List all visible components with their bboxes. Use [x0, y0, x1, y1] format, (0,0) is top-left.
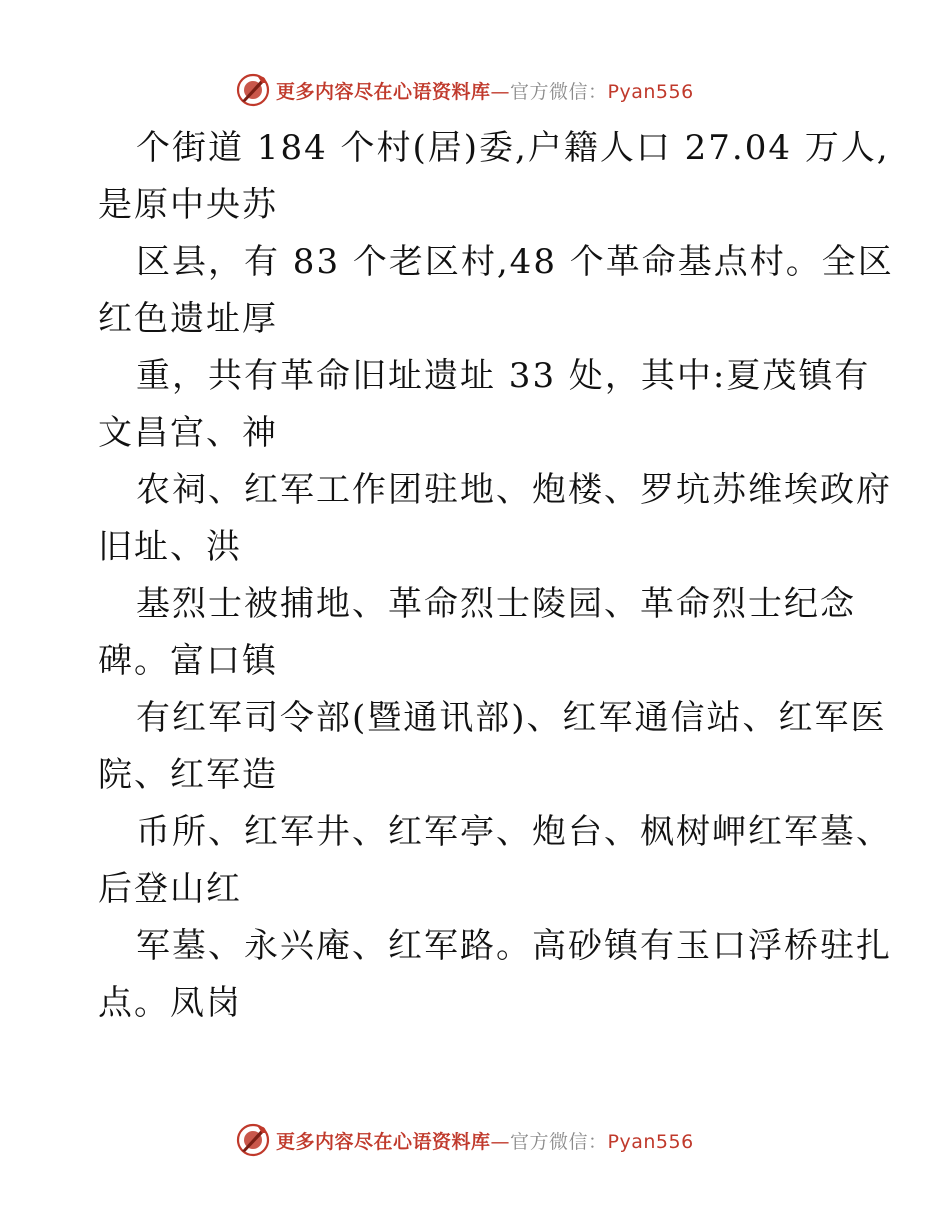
paragraph-line: 点。凤岗 [98, 983, 242, 1023]
paragraph [98, 918, 892, 1032]
watermark-id: Pyan556 [607, 80, 694, 103]
paragraph-line: 后登山红 [98, 869, 242, 909]
document-body [98, 120, 894, 1032]
paragraph-line: 区县，有 83 个老区村,48 个革命基点村。全区 [136, 242, 894, 282]
paragraph-line: 碑。富口镇 [98, 641, 278, 681]
paragraph [98, 234, 894, 348]
paragraph-line: 旧址、洪 [98, 527, 242, 567]
quill-logo-icon [236, 73, 270, 107]
paragraph-line: 有红军司令部(暨通讯部)、红军通信站、红军医 [136, 698, 887, 738]
watermark-dash: — [490, 1130, 511, 1153]
watermark-text [276, 77, 694, 104]
paragraph [98, 462, 892, 576]
paragraph [98, 576, 858, 690]
watermark-text [276, 1127, 694, 1154]
watermark-dash: — [490, 80, 511, 103]
paragraph-line: 基烈士被捕地、革命烈士陵园、革命烈士纪念 [136, 584, 856, 624]
watermark-lead: 更多内容尽在心语资料库 [276, 80, 491, 103]
paragraph-line: 个街道 184 个村(居)委,户籍人口 27.04 万人, [136, 128, 890, 168]
paragraph-line: 重，共有革命旧址遗址 33 处，其中:夏茂镇有 [136, 356, 871, 396]
paragraph [98, 690, 887, 804]
paragraph [98, 120, 890, 234]
watermark-lead: 更多内容尽在心语资料库 [276, 1130, 491, 1153]
paragraph-line: 红色遗址厚 [98, 299, 278, 339]
quill-logo-icon [236, 1123, 270, 1157]
paragraph-line: 是原中央苏 [98, 185, 278, 225]
paragraph-line: 军墓、永兴庵、红军路。高砂镇有玉口浮桥驻扎 [136, 926, 892, 966]
paragraph-line: 院、红军造 [98, 755, 278, 795]
header-watermark [236, 72, 694, 108]
watermark-label: 官方微信： [510, 1130, 608, 1153]
watermark-id: Pyan556 [607, 1130, 694, 1153]
watermark-label: 官方微信： [510, 80, 608, 103]
paragraph [98, 804, 892, 918]
paragraph-line: 农祠、红军工作团驻地、炮楼、罗坑苏维埃政府 [136, 470, 892, 510]
footer-watermark [236, 1122, 694, 1158]
paragraph-line: 文昌宫、神 [98, 413, 278, 453]
paragraph-line: 币所、红军井、红军亭、炮台、枫树岬红军墓、 [136, 812, 892, 852]
paragraph [98, 348, 871, 462]
